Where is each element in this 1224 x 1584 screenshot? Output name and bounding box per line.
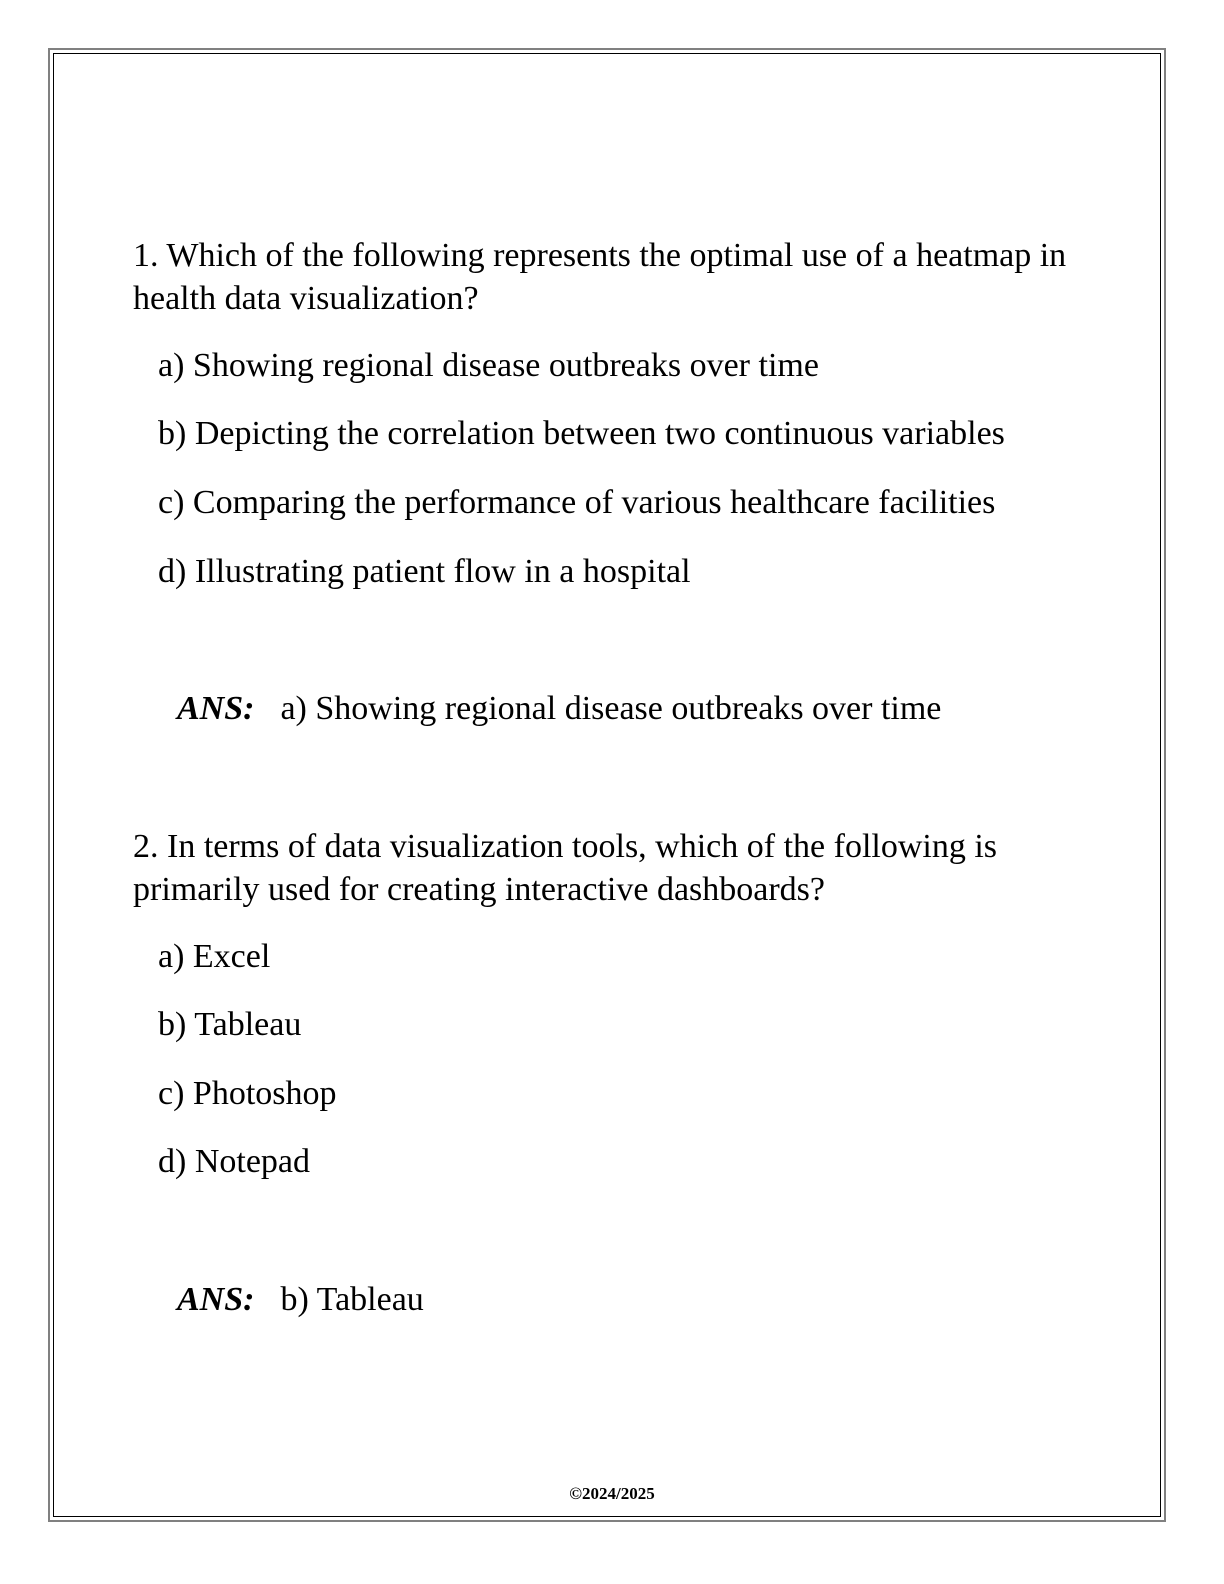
answer-text: b) Tableau — [280, 1281, 424, 1318]
question-2-option-c: c) Photoshop — [158, 1075, 337, 1112]
answer-label: ANS: — [177, 1281, 255, 1318]
question-1-option-a: a) Showing regional disease outbreaks over time — [158, 347, 819, 384]
answer-text: a) Showing regional disease outbreaks over time — [280, 690, 942, 727]
question-2-answer — [177, 1280, 424, 1320]
answer-label: ANS: — [177, 690, 255, 727]
copyright-footer: ©2024/2025 — [569, 1484, 655, 1503]
question-1-option-b: b) Depicting the correlation between two continuous variables — [158, 415, 1005, 452]
question-2-option-b: b) Tableau — [158, 1006, 302, 1043]
question-1-option-d: d) Illustrating patient flow in a hospital — [158, 553, 691, 590]
question-1-answer — [177, 689, 941, 729]
question-1-stem: 1. Which of the following represents the optimal use of a heatmap in health data visualization? — [133, 237, 1067, 317]
question-2-stem: 2. In terms of data visualization tools, which of the following is primarily used for creating interactive dashboards? — [133, 828, 998, 908]
question-1-option-c: c) Comparing the performance of various healthcare facilities — [158, 484, 996, 521]
question-2-option-a: a) Excel — [158, 938, 271, 975]
question-2-option-d: d) Notepad — [158, 1143, 311, 1180]
